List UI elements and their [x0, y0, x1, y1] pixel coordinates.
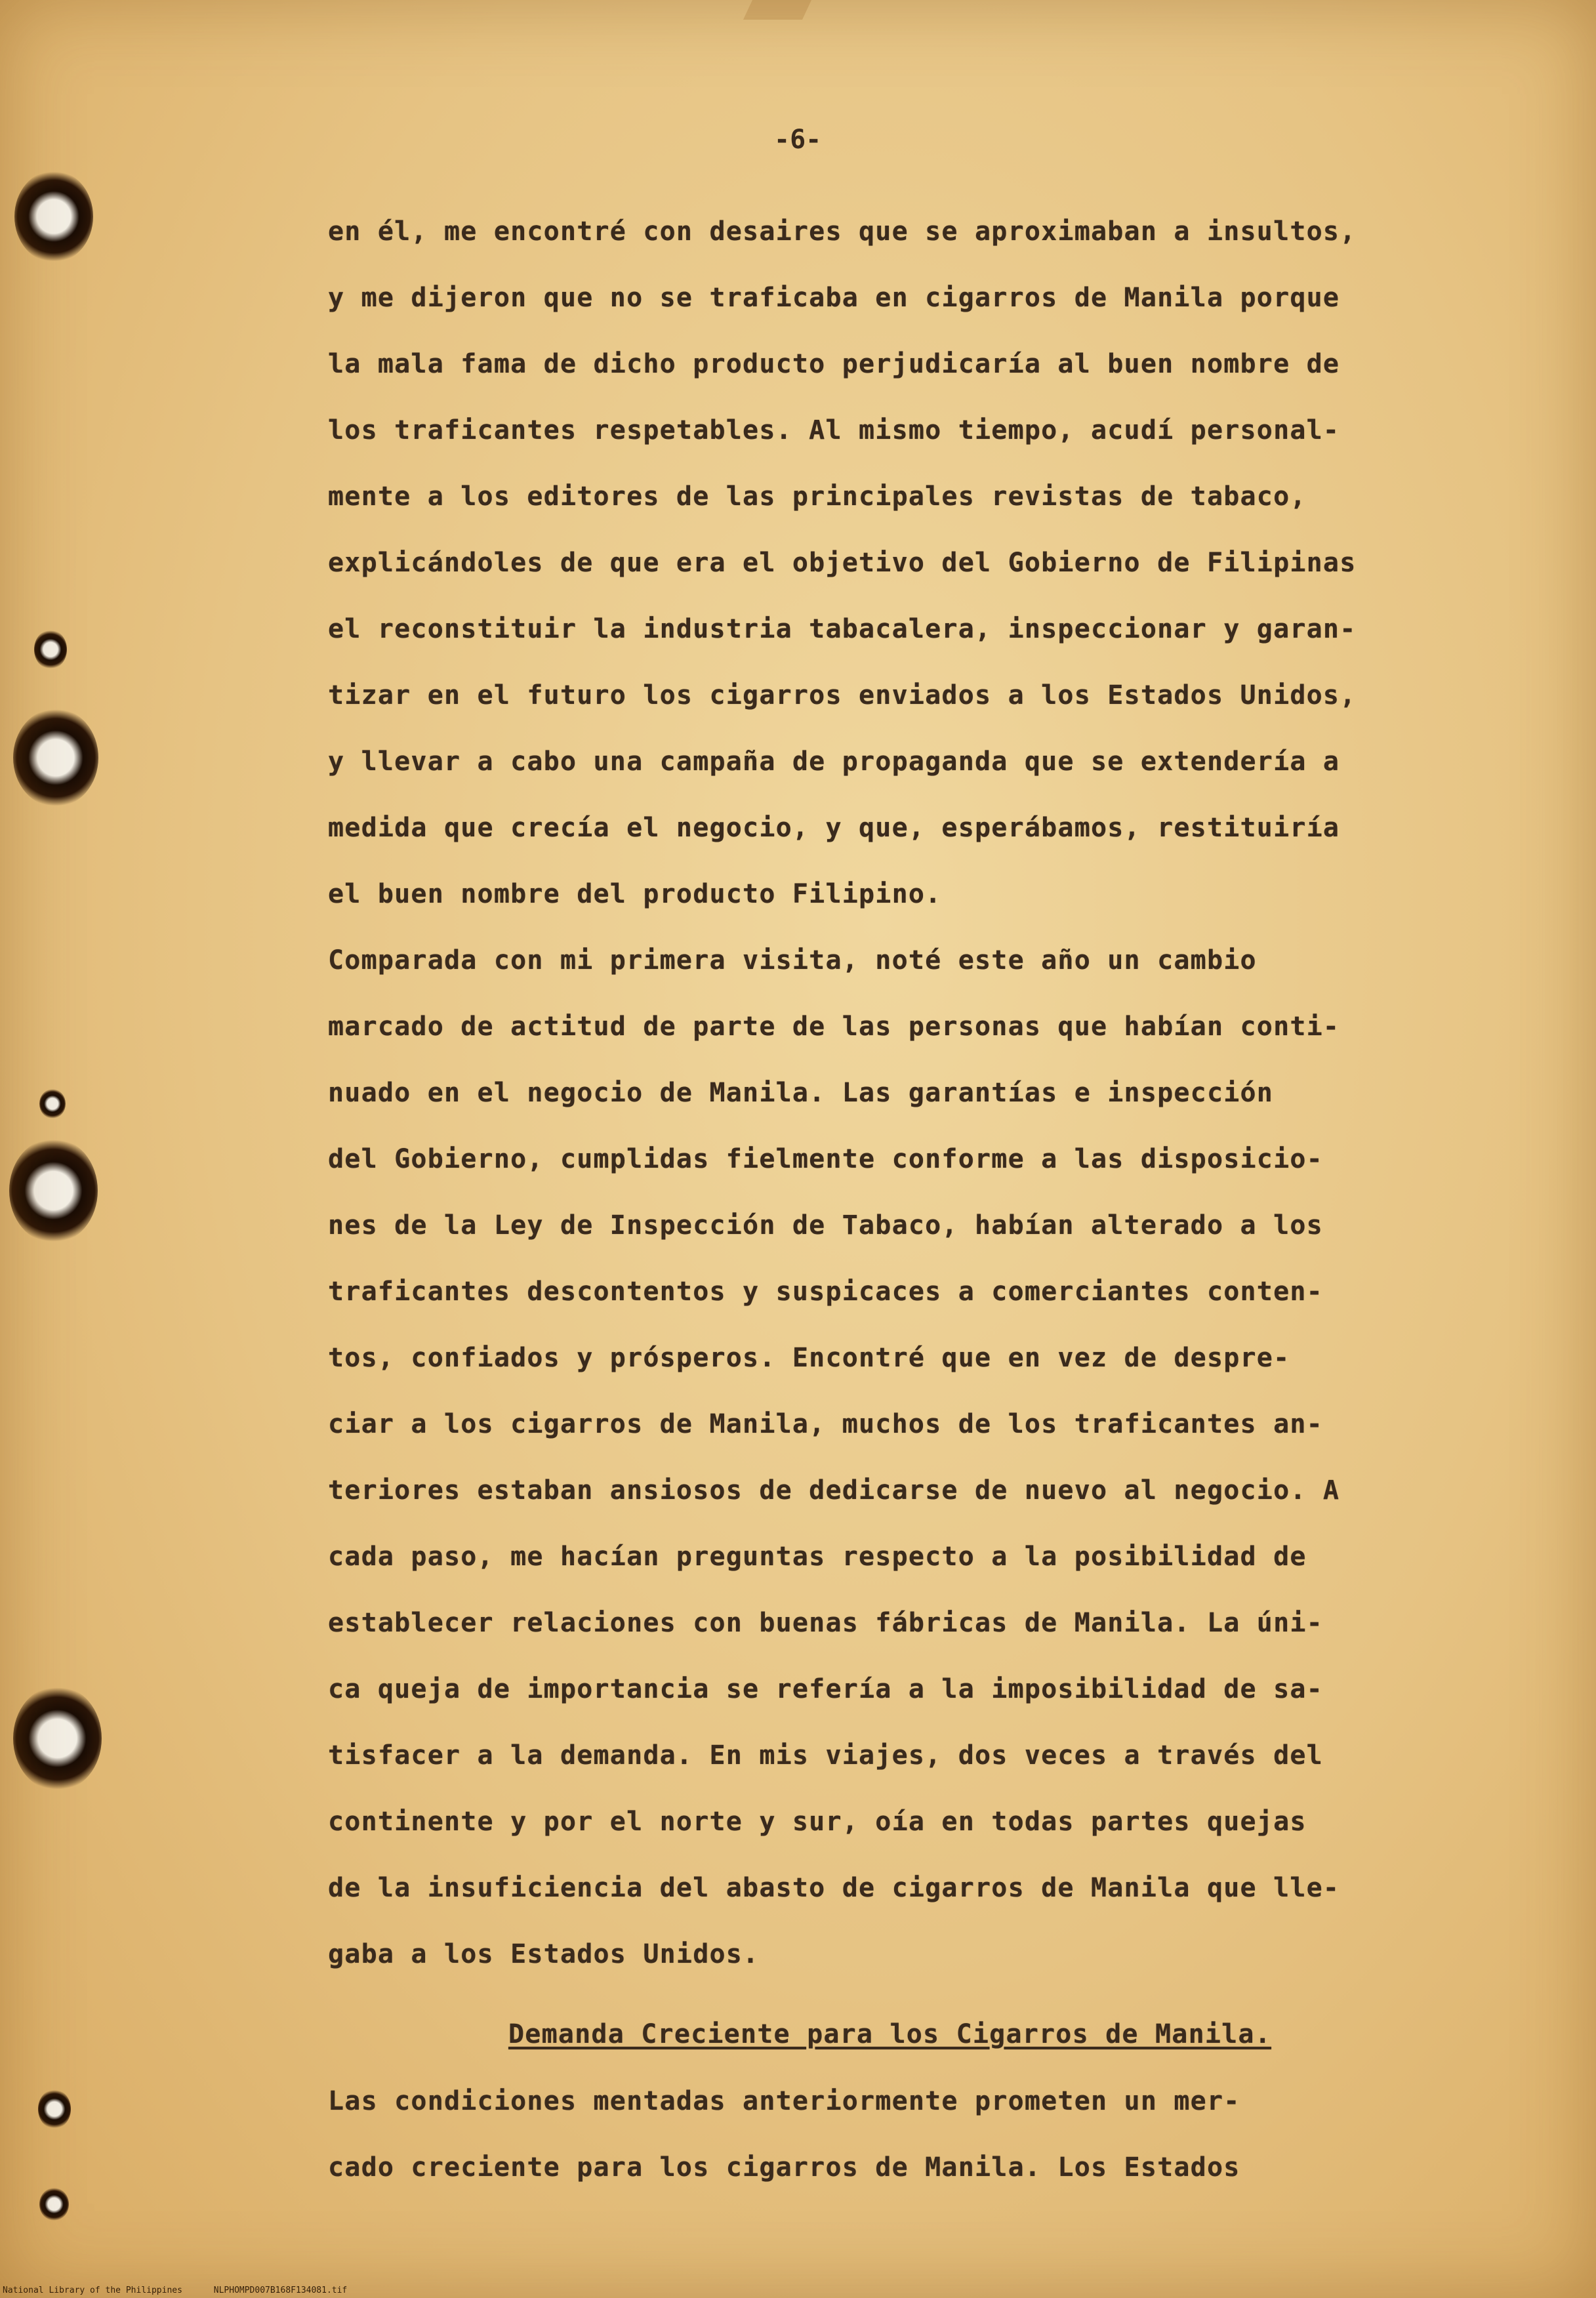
- text-line: tizar en el futuro los cigarros enviados a los Estados Unidos,: [328, 680, 1357, 710]
- punch-hole: [34, 630, 67, 669]
- text-line: del Gobierno, cumplidas fielmente conforme a las disposicio-: [328, 1144, 1323, 1174]
- text-line: tos, confiados y prósperos. Encontré que en vez de despre-: [328, 1343, 1290, 1373]
- text-line: cada paso, me hacían preguntas respecto a la posibilidad de: [328, 1542, 1307, 1572]
- text-line: y llevar a cabo una campaña de propaganda que se extendería a: [328, 747, 1340, 777]
- text-line: nes de la Ley de Inspección de Tabaco, habían alterado a los: [328, 1210, 1323, 1241]
- text-line: nuado en el negocio de Manila. Las garantías e inspección: [328, 1078, 1274, 1108]
- text-line: en él, me encontré con desaires que se aproximaban a insultos,: [328, 216, 1357, 247]
- file-name: NLPHOMPD007B168F134081.tif: [213, 2286, 348, 2295]
- text-line: Las condiciones mentadas anteriormente prometen un mer-: [328, 2086, 1240, 2116]
- punch-hole: [38, 2089, 71, 2129]
- text-line: el reconstituir la industria tabacalera, inspeccionar y garan-: [328, 614, 1357, 644]
- library-credit: National Library of the Philippines: [3, 2286, 182, 2295]
- text-line: mente a los editores de las principales revistas de tabaco,: [328, 482, 1307, 512]
- punch-hole: [13, 1686, 102, 1791]
- page-number: -6-: [774, 125, 822, 155]
- punch-hole: [14, 171, 93, 262]
- text-line: tisfacer a la demanda. En mis viajes, dos veces a través del: [328, 1740, 1323, 1771]
- text-line: de la insuficiencia del abasto de cigarros de Manila que lle-: [328, 1873, 1340, 1903]
- text-line: traficantes descontentos y suspicaces a comerciantes conten-: [328, 1277, 1323, 1307]
- text-line: teriores estaban ansiosos de dedicarse de nuevo al negocio. A: [328, 1475, 1340, 1506]
- text-line: la mala fama de dicho producto perjudicaría al buen nombre de: [328, 349, 1340, 379]
- text-line: los traficantes respetables. Al mismo tiempo, acudí personal-: [328, 415, 1340, 445]
- text-line: y me dijeron que no se traficaba en cigarros de Manila porque: [328, 283, 1340, 313]
- text-line: ciar a los cigarros de Manila, muchos de los traficantes an-: [328, 1409, 1323, 1439]
- text-line: gaba a los Estados Unidos.: [328, 1939, 760, 1969]
- text-line: medida que crecía el negocio, y que, esperábamos, restituiría: [328, 813, 1340, 843]
- paper-corner: [743, 0, 811, 20]
- text-line: explicándoles de que era el objetivo del Gobierno de Filipinas: [328, 548, 1357, 578]
- punch-hole: [39, 1089, 66, 1118]
- text-line: Comparada con mi primera visita, noté este año un cambio: [328, 945, 1257, 975]
- text-line: continente y por el norte y sur, oía en todas partes quejas: [328, 1807, 1307, 1837]
- punch-hole: [39, 2188, 69, 2221]
- text-line: ca queja de importancia se refería a la imposibilidad de sa-: [328, 1674, 1323, 1704]
- section-heading: Demanda Creciente para los Cigarros de Manila.: [508, 2019, 1271, 2049]
- text-line: establecer relaciones con buenas fábricas de Manila. La úni-: [328, 1608, 1323, 1638]
- punch-hole: [9, 1138, 98, 1243]
- text-line: marcado de actitud de parte de las personas que habían conti-: [328, 1012, 1340, 1042]
- scan-footer: [3, 2286, 373, 2295]
- text-line: el buen nombre del producto Filipino.: [328, 879, 942, 909]
- punch-hole: [13, 708, 98, 807]
- text-line: cado creciente para los cigarros de Manila. Los Estados: [328, 2152, 1240, 2183]
